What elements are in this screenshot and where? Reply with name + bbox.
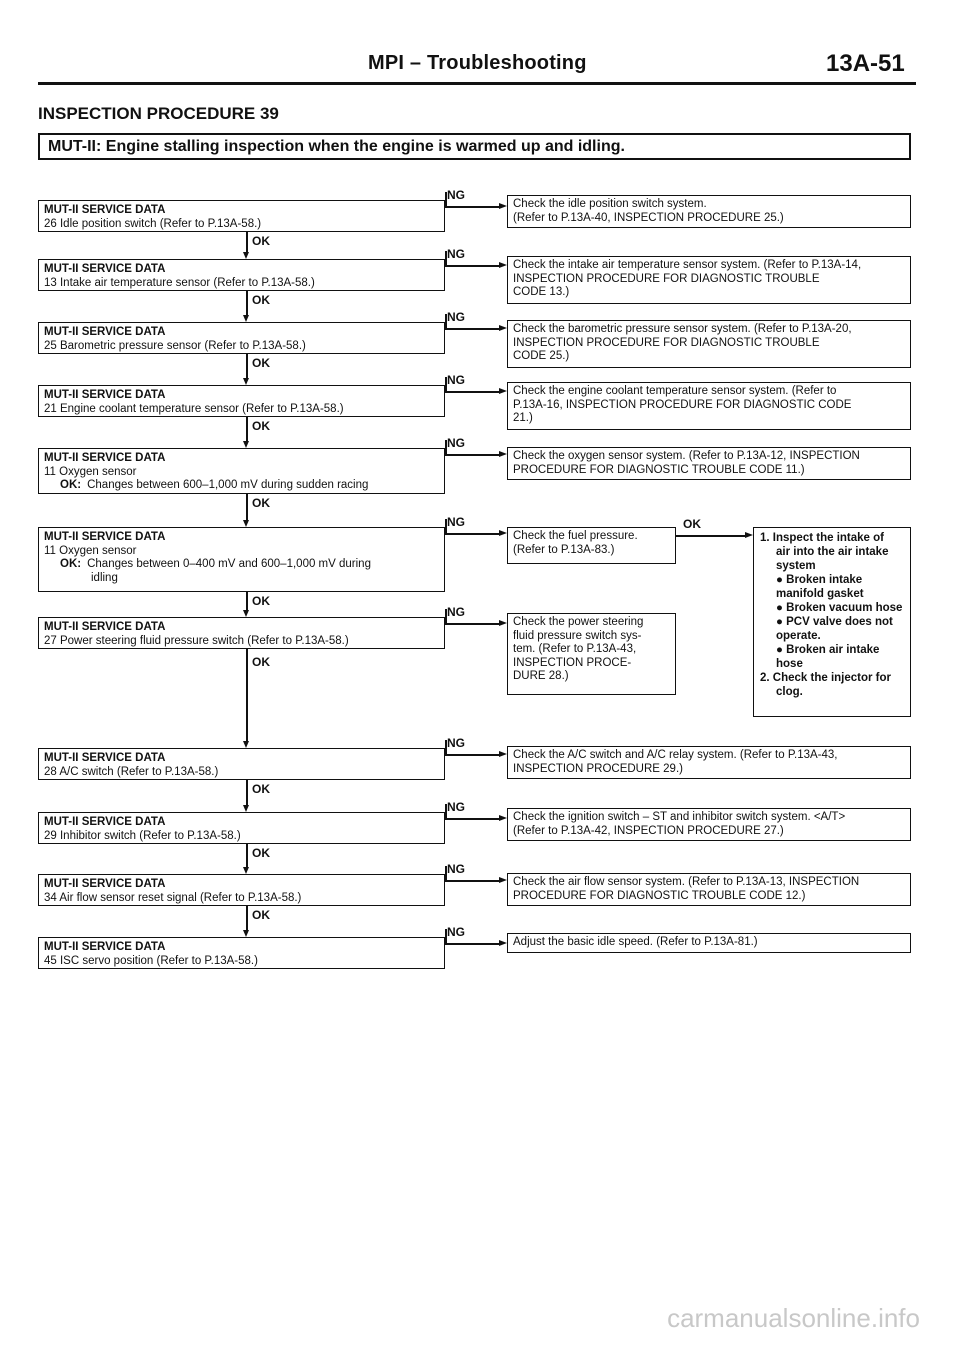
ok-connector xyxy=(246,291,248,315)
ng-action-text: fluid pressure switch sys- xyxy=(513,629,642,642)
service-data-box xyxy=(38,385,445,417)
ok-connector xyxy=(246,232,248,252)
service-data-item: 13 Intake air temperature sensor (Refer to P.13A-58.) xyxy=(44,276,315,289)
service-data-box xyxy=(38,617,445,649)
ng-connector xyxy=(445,818,499,820)
service-data-item: 11 Oxygen sensor xyxy=(44,465,137,478)
ng-arrow xyxy=(499,388,507,394)
ok-arrow xyxy=(243,520,249,527)
ok-arrow xyxy=(243,315,249,322)
fuel-ok-connector xyxy=(676,535,745,537)
service-data-heading: MUT-II SERVICE DATA xyxy=(44,752,166,764)
service-data-heading: MUT-II SERVICE DATA xyxy=(44,452,166,464)
ok-label: OK xyxy=(252,594,270,608)
service-data-item: 45 ISC servo position (Refer to P.13A-58.) xyxy=(44,954,258,967)
ng-label: NG xyxy=(447,925,465,939)
cause-bullet: ● Broken vacuum hose xyxy=(776,602,903,614)
ng-label: NG xyxy=(447,736,465,750)
ok-label: OK xyxy=(252,496,270,510)
service-data-item: 28 A/C switch (Refer to P.13A-58.) xyxy=(44,765,219,778)
ng-arrow xyxy=(499,815,507,821)
procedure-title: INSPECTION PROCEDURE 39 xyxy=(38,104,279,123)
ok-connector xyxy=(246,354,248,378)
ng-action-box xyxy=(507,808,911,841)
ng-action-text: Check the ignition switch – ST and inhibitor switch system. <A/T> xyxy=(513,811,846,823)
service-data-item: 25 Barometric pressure sensor (Refer to P.13A-58.) xyxy=(44,339,306,352)
ng-action-box xyxy=(507,527,676,564)
ng-action-text: Check the engine coolant temperature sensor system. (Refer to xyxy=(513,385,837,397)
watermark: carmanualsonline.info xyxy=(667,1303,920,1333)
ok-label: OK xyxy=(252,419,270,433)
ng-action-text: Check the intake air temperature sensor system. (Refer to P.13A-14, xyxy=(513,259,862,271)
ok-connector xyxy=(246,417,248,441)
ng-action-text: (Refer to P.13A-40, INSPECTION PROCEDURE 25.) xyxy=(513,211,784,224)
ng-action-box xyxy=(507,195,911,228)
cause-bullet: ● Broken air intake hose xyxy=(776,644,880,670)
ng-label: NG xyxy=(447,515,465,529)
ok-criteria: OK: Changes between 600–1,000 mV during sudden racing xyxy=(60,479,369,491)
ok-label: OK xyxy=(252,293,270,307)
ng-action-text: CODE 13.) xyxy=(513,286,570,298)
ok-arrow xyxy=(243,378,249,385)
service-data-box xyxy=(38,748,445,780)
fuel-ok-action-box xyxy=(753,527,911,717)
ng-label: NG xyxy=(447,800,465,814)
ok-connector xyxy=(246,780,248,805)
ng-action-box xyxy=(507,746,911,779)
ng-action-text: PROCEDURE FOR DIAGNOSTIC TROUBLE CODE 11.) xyxy=(513,463,805,476)
cause-item-2-line2: clog. xyxy=(776,686,803,698)
service-data-item: 11 Oxygen sensor xyxy=(44,544,137,557)
ng-label: NG xyxy=(447,373,465,387)
ng-action-text: tem. (Refer to P.13A-43, xyxy=(513,643,637,655)
ng-connector xyxy=(445,391,499,393)
ng-action-text: INSPECTION PROCEDURE 29.) xyxy=(513,762,683,775)
ng-action-box xyxy=(507,613,676,695)
ng-action-box xyxy=(507,382,911,430)
service-data-box xyxy=(38,937,445,969)
service-data-heading: MUT-II SERVICE DATA xyxy=(44,941,166,953)
ng-action-text: CODE 25.) xyxy=(513,350,570,362)
service-data-item: 21 Engine coolant temperature sensor (Refer to P.13A-58.) xyxy=(44,402,344,415)
ng-action-text: Check the fuel pressure. xyxy=(513,530,638,542)
ok-arrow xyxy=(243,441,249,448)
service-data-box xyxy=(38,527,445,592)
ok-arrow xyxy=(243,252,249,259)
service-data-box xyxy=(38,322,445,354)
ng-action-box xyxy=(507,447,911,480)
ok-label: OK xyxy=(252,356,270,370)
ok-label: OK xyxy=(252,655,270,669)
ng-action-text: Check the idle position switch system. xyxy=(513,198,707,210)
service-data-item: 34 Air flow sensor reset signal (Refer to P.13A-58.) xyxy=(44,891,302,904)
ng-label: NG xyxy=(447,247,465,261)
ng-arrow xyxy=(499,751,507,757)
service-data-heading: MUT-II SERVICE DATA xyxy=(44,878,166,890)
ng-connector xyxy=(445,943,499,945)
ng-action-text: Check the air flow sensor system. (Refer to P.13A-13, INSPECTION xyxy=(513,876,860,888)
ok-connector xyxy=(246,649,248,741)
service-data-heading: MUT-II SERVICE DATA xyxy=(44,389,166,401)
cause-item-1: 1. Inspect the intake of xyxy=(760,532,884,544)
ng-action-text: INSPECTION PROCEDURE FOR DIAGNOSTIC TROUBLE xyxy=(513,272,820,285)
service-data-box xyxy=(38,200,445,232)
ng-label: NG xyxy=(447,862,465,876)
ng-action-text: P.13A-16, INSPECTION PROCEDURE FOR DIAGNOSTIC CODE xyxy=(513,398,852,411)
ng-action-text: Check the barometric pressure sensor system. (Refer to P.13A-20, xyxy=(513,323,852,335)
cause-bullet: ● PCV valve does not operate. xyxy=(776,616,893,642)
ok-connector xyxy=(246,844,248,867)
service-data-box xyxy=(38,448,445,494)
ng-action-text: Check the A/C switch and A/C relay system. (Refer to P.13A-43, xyxy=(513,749,838,761)
ok-connector xyxy=(246,592,248,610)
ng-connector xyxy=(445,754,499,756)
ok-connector xyxy=(246,906,248,930)
ng-arrow xyxy=(499,530,507,536)
service-data-heading: MUT-II SERVICE DATA xyxy=(44,531,166,543)
cause-item-1-line2: air into the air intake xyxy=(776,546,889,558)
ok-label: OK xyxy=(252,782,270,796)
service-data-box xyxy=(38,812,445,844)
cause-item-2: 2. Check the injector for xyxy=(760,672,892,684)
ng-action-text: INSPECTION PROCEDURE FOR DIAGNOSTIC TROUBLE xyxy=(513,336,820,349)
ng-connector xyxy=(445,454,499,456)
ng-connector xyxy=(445,533,499,535)
ok-arrow xyxy=(243,610,249,617)
ng-action-text: DURE 28.) xyxy=(513,670,569,682)
ok-arrow xyxy=(243,867,249,874)
ng-action-text: Check the power steering xyxy=(513,616,644,628)
service-data-box xyxy=(38,259,445,291)
cause-bullet: ● Broken intake manifold gasket xyxy=(776,574,864,600)
service-data-box xyxy=(38,874,445,906)
service-data-heading: MUT-II SERVICE DATA xyxy=(44,816,166,828)
ng-action-text: INSPECTION PROCE- xyxy=(513,656,632,669)
ok-arrow xyxy=(243,741,249,748)
service-data-item: 26 Idle position switch (Refer to P.13A-58.) xyxy=(44,217,262,230)
ng-action-box xyxy=(507,320,911,368)
ok-connector xyxy=(246,494,248,520)
service-data-item: 29 Inhibitor switch (Refer to P.13A-58.) xyxy=(44,829,241,842)
ok-label: OK xyxy=(252,908,270,922)
ng-arrow xyxy=(499,203,507,209)
ng-action-text: (Refer to P.13A-83.) xyxy=(513,543,615,556)
service-data-heading: MUT-II SERVICE DATA xyxy=(44,326,166,338)
ng-action-box xyxy=(507,873,911,906)
ng-connector xyxy=(445,265,499,267)
fuel-ok-arrow xyxy=(745,532,753,538)
ng-label: NG xyxy=(447,605,465,619)
ng-label: NG xyxy=(447,310,465,324)
service-data-item: 27 Power steering fluid pressure switch (Refer to P.13A-58.) xyxy=(44,634,349,647)
ng-connector xyxy=(445,623,499,625)
ng-action-box xyxy=(507,256,911,304)
ng-action-text: 21.) xyxy=(513,412,533,424)
ng-action-text: Check the oxygen sensor system. (Refer to P.13A-12, INSPECTION xyxy=(513,450,860,462)
ng-arrow xyxy=(499,451,507,457)
ok-arrow xyxy=(243,930,249,937)
ng-action-box xyxy=(507,933,911,953)
ng-action-text: Adjust the basic idle speed. (Refer to P.13A-81.) xyxy=(513,936,758,948)
cause-item-1-line3: system xyxy=(776,560,816,572)
ng-action-text: (Refer to P.13A-42, INSPECTION PROCEDURE 27.) xyxy=(513,824,784,837)
fuel-ok-label: OK xyxy=(683,517,701,531)
page-code: 13A-51 xyxy=(826,50,905,77)
ng-arrow xyxy=(499,262,507,268)
ng-label: NG xyxy=(447,188,465,202)
service-data-heading: MUT-II SERVICE DATA xyxy=(44,204,166,216)
ng-arrow xyxy=(499,877,507,883)
ok-label: OK xyxy=(252,234,270,248)
service-data-heading: MUT-II SERVICE DATA xyxy=(44,263,166,275)
ok-criteria: OK: Changes between 0–400 mV and 600–1,000 mV during xyxy=(60,558,371,570)
ng-connector xyxy=(445,880,499,882)
procedure-subject: MUT-II: Engine stalling inspection when the engine is warmed up and idling. xyxy=(38,133,911,160)
service-data-heading: MUT-II SERVICE DATA xyxy=(44,621,166,633)
ng-connector xyxy=(445,328,499,330)
ok-arrow xyxy=(243,805,249,812)
ng-arrow xyxy=(499,940,507,946)
header-rule xyxy=(38,82,916,85)
ng-arrow xyxy=(499,325,507,331)
ng-label: NG xyxy=(447,436,465,450)
ng-connector xyxy=(445,206,499,208)
ng-action-text: PROCEDURE FOR DIAGNOSTIC TROUBLE CODE 12.) xyxy=(513,889,806,902)
section-title: MPI – Troubleshooting xyxy=(368,52,587,74)
ok-criteria: idling xyxy=(91,571,118,584)
ng-arrow xyxy=(499,620,507,626)
ok-label: OK xyxy=(252,846,270,860)
